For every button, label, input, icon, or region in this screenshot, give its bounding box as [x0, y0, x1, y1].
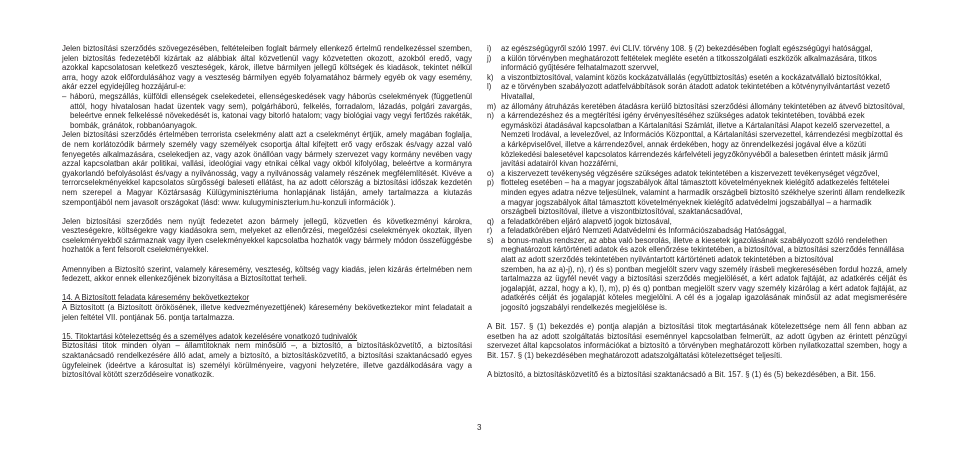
list-item-marker: l) [487, 82, 492, 92]
list-item [487, 82, 907, 101]
list-item-marker: m) [487, 101, 497, 111]
list-item-text: a feladatkörében eljáró alapvető jogok biztosával, [501, 216, 672, 226]
list-item [487, 217, 907, 227]
control-measures-paragraph: Jelen biztosítási szerződés nem nyújt fedezetet azon bármely jellegű, közvetlen és következményi károkra, veszteségekre, költségekre vagy kiadásokra sem, melyeket az ellenőrzési, megelőzési cselekmények okoztak, illyen cselekményekből származnak vagy ilyen cselekményekkel kapcsolatba hozhatók vagy bármely módon összefüggésbe hozhatók a fent felsorolt cselekményekkel. [62, 216, 472, 255]
war-exclusion-item [62, 92, 472, 130]
list-item-text: flotteleg esetében – ha a magyar jogszabályok által támasztott követelményeknek kielégítő adatkezelés feltételei minden egyes adatra nézve teljesülnek, valamint a harmadik országbeli biztosító székhelye szerinti állam rendelkezik a magyar jogszabályok által támasztott követelményeknek kielégítő adatvédelmi jogszabállyal – a harmadik országbeli biztosítóval, illetve a viszontbiztosítóval, szaktanácsadóval, [501, 178, 905, 217]
dash-marker: – [62, 91, 67, 101]
bit-157-paragraph: A Bit. 157. § (1) bekezdés e) pontja alapján a biztosítási titok megtartásának kötelezettsége nem áll fenn abban az esetben ha az adott szolgáltatás biztosítási eseménnyel kapcsolatban felmerült, az adott ügyben az érintett pénzügyi szervezet által kapcsolatos információkat a biztosító a törvényben meghatározott körben nyilatkozattal szemben, hogy a Bit. 157. § (1) bekezdésében meghatározott adatszolgáltatási kötelezettséget teljesíti. [487, 322, 907, 360]
list-item-marker: o) [487, 168, 494, 178]
section-14-body: A Biztosított (a Biztosított örökösének, illetve kedvezményezettjének) káresemény bekövetkeztekor mint feladatait a jelen feltétel VII. pontjának 56. pontja tartalmazza. [62, 303, 472, 322]
list-item-text: a kiszervezett tevékenység végzésére szükséges adatok tekintetében a kiszervezett tevékenységet végzővel, [501, 168, 880, 178]
bit-156-paragraph: A biztosító, a biztosításközvetítő és a biztosítási szaktanácsadó a Bit. 157. § (1) és (5) bekezdésében, a Bit. 156. [487, 370, 876, 380]
list-item-text: a bonus-malus rendszer, az abba való besorolás, illetve a kiesetek igazolásának szabályozott szóló rendelethen meghatározott kártörténeti adatok és azok ellenőrzése tekintetében, a biztosítóval, a biztosítási szerződés fennállása alatt az adott szerződés tekintetében nyilvántartott kártörténeti adatok tekintetében a biztosítóval [501, 235, 905, 265]
section-15-heading: 15. Titoktartási kötelezettség és a személyes adatok kezelésére vonatkozó tudnivalók [62, 331, 358, 341]
exclusion-intro-paragraph: Jelen biztosítási szerződés szövegezésében, feltételeiben foglalt bármely ellenkező értelmű rendelkezéssel szemben, jelen biztosítás fedezetéből kizártak az alábbiak által közvetlenül vagy közvetetten okozott, azokból eredő, vagy azokkal kapcsolatosan keletkező veszteségek, károk, illetve bármilyen jellegű költségek és kiadások, tekintet nélkül arra, hogy azok előfordulásához vagy a veszteség bármilyen egyéb folyamatához bármely egyéb ok vagy esemény, akár ezzel egyidejűleg hozzájárul-e: [62, 44, 472, 92]
list-item [487, 236, 907, 265]
page-number: 3 [477, 423, 482, 432]
list-item-marker: q) [487, 216, 494, 226]
list-item [487, 102, 907, 112]
list-item [487, 54, 907, 73]
list-item-marker: p) [487, 178, 494, 188]
terrorism-definition-paragraph: Jelen biztosítási szerződés értelmében terrorista cselekmény alatt azt a cselekményt értjük, amely magában foglalja, de nem korlátozódik bármely személy vagy személyek csoportja által kifejtett erő vagy erőszak és/vagy azzal való fenyegetés alkalmazására, cselekedjen az, vagy azok önállóan vagy bármely szervezet vagy kormány nevében vagy azzal kapcsolatban akár politikai, vallási, ideológiai vagy etnikai célkal vagy okból kifolyólag, beleértve a kormányra gyakorlandó befolyásolást és/vagy a nyilvánosság, vagy a nyilvánosság valamely részének megfélemlítését. Kivéve a terrorcselekményekkel kapcsolatos sürgősségi baleseti ellátást, ha az adott célország a biztosítási időszak kezdetén nem szerepel a Magyar Köztársaság Külügyminisztériuma honlapjának listáján, amely tartalmazza a kiutazás szempontjából nem javasolt országokat (lásd: www. kulugyminiszterium.hu-konzuli információk ). [62, 130, 472, 207]
list-item [487, 44, 907, 54]
list-item-text: az e törvényben szabályozott adatfelvábbítások során átadott adatok tekintetében a kötvénynyilvántartást vezető Hivatallal, [501, 82, 890, 101]
request-paragraph: szemben, ha az a)-j), n), r) és s) pontban megjelölt szerv vagy személy írásbeli megkeresésében fordul hozzá, amely tartalmazza az ügyfél nevét vagy a biztosítási szerződés megjelölését, a kért adatok fajtáját, az adatkérés célját és jogalapját, azzal, hogy a k), l), m), p) és q) pontban megjelölt szerv vagy személy kizárólag a kért adatok fajtáját, az adatkérés célját és jogalapját köteles megjelölni. A cél és a jogalap igazolásának minősül az adat megismerésére jogosító jogszabályi rendelkezés megjelölése is. [501, 264, 907, 313]
left-column [62, 44, 472, 380]
list-item-marker: i) [487, 44, 492, 53]
list-item-text: a külön törvényben meghatározott feltételek megléte esetén a titkosszolgálati eszközök alkalmazására, titkos információ gyűjtésére felhatalmazott szervvel, [501, 53, 877, 73]
list-item-text: a viszontbiztosítóval, valamint közös kockázatvállalás (együttbiztosítás) esetén a kockázatvállaló biztosítókkal, [501, 72, 882, 82]
section-15-body: Biztosítási titok minden olyan – államtitoknak nem minősülő –, a biztosító, a biztosításközvetítő, a biztosítási szaktanácsadó rendelkezésére álló adat, amely a biztosító, a biztosításközvetítő, a biztosítási szaktanácsadó egyes ügyfeleinek (ideértve a károsultat is) személyi körülményeire, vagyoni helyzetére, illetve gazdálkodására vagy a biztosítóval kötött szerződéseire vonatkozik. [62, 341, 472, 380]
right-column [487, 44, 907, 380]
list-item-marker: n) [487, 111, 494, 121]
list-item [487, 73, 907, 83]
list-item-marker: k) [487, 72, 494, 82]
list-item-marker: s) [487, 235, 494, 245]
list-item [487, 169, 907, 179]
list-item-text: a feladatkörében eljáró Nemzeti Adatvédelmi és Információszabadság Hatósággal, [501, 226, 787, 236]
list-item [487, 226, 907, 236]
list-item [487, 111, 907, 169]
list-item-text: a kárrendezéshez és a megtérítési igény érvényesítéséhez szükséges adatok tekintetében, továbbá ezek egymásközi átadásával kapcsolatban a Kártalanítási Számlát, illetve a Kártalanítási Alapot kezelő szervezettel, a Nemzeti Irodával, a levelezővel, az Információs Központtal, a Kártalanítási szervezettel, kárrendezési megbízottal és a kárképviselővel, illetve a kárrendezővel, annak érdekében, hogy az önrendelkezési jogával élve a közúti közlekedési balesetével kapcsolatos kárrendezés kárfelvételi jegyzőkönyvéből a balesetben érintett másik jármű javítási adatairól kivan hozzáférni, [501, 111, 903, 169]
section-14-heading: 14. A Biztosított feladata káresemény bekövetkeztekor [62, 293, 250, 303]
burden-of-proof-paragraph: Amennyiben a Biztosító szerint, valamely káresemény, veszteség, költség vagy kiadás, jelen kizárás értelmében nem fedezett, akkor ennek ellenkezőjének bizonyítása a Biztosítottat terheli. [62, 264, 472, 284]
list-item [487, 178, 907, 216]
war-exclusion-text: háború, megszállás, külföldi ellenségek cselekedetei, ellenségeskedések vagy háborús cselekmények (függetlenül attól, hogy hivatalosan hadat üzentek vagy sem), polgárháború, felkelés, forradalom, lázadás, polgári zavargás, beleértve ennek felkeléssé növekedését is, katonai vagy bitorló hatalom; vagy biológiai vagy vegyi fertőzés rakéták, bombák, gránátok, robbanóanyagok. [70, 91, 472, 130]
lettered-list [487, 44, 907, 265]
list-item-marker: r) [487, 226, 493, 236]
list-item-text: az egészségügyről szóló 1997. évi CLIV. törvény 108. § (2) bekezdésében foglalt egészségügyi hatósággal, [501, 44, 873, 53]
list-item-text: az állomány átruházás keretében átadásra kerülő biztosítási szerződési állomány tekintetében az átvevő biztosítóval, [501, 101, 905, 111]
list-item-marker: j) [487, 53, 492, 63]
